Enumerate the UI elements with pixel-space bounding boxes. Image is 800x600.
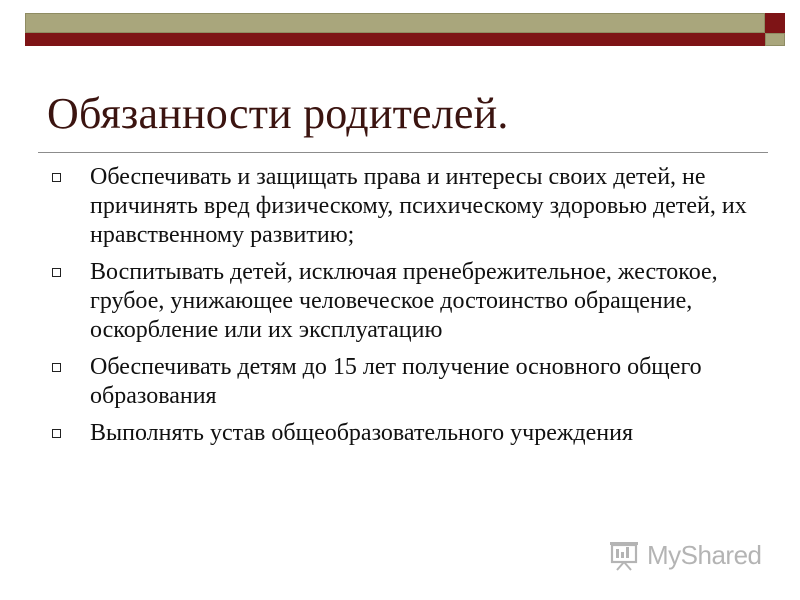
bullet-text: Воспитывать детей, исключая пренебрежительное, жестокое, грубое, унижающее человеческое достоинство обращение, оскорбление или их эксплуатацию <box>90 259 718 343</box>
top-decor-bar-red <box>25 33 765 46</box>
bullet-item <box>52 419 772 448</box>
bullet-item <box>52 258 772 345</box>
slide-title: Обязанности родителей. <box>47 89 509 138</box>
square-bullet-icon <box>52 363 61 372</box>
title-divider <box>38 152 768 153</box>
bullet-text: Выполнять устав общеобразовательного учреждения <box>90 420 634 446</box>
bullet-text: Обеспечивать детям до 15 лет получение основного общего образования <box>90 354 702 409</box>
square-bullet-icon <box>52 268 61 277</box>
watermark <box>607 538 762 572</box>
top-decor-bar-olive <box>25 13 765 33</box>
bullet-item <box>52 163 772 250</box>
bullet-list <box>52 163 772 456</box>
projector-screen-icon <box>607 538 641 572</box>
bullet-item <box>52 353 772 411</box>
corner-decor-olive <box>765 33 785 46</box>
watermark-text: MyShared <box>647 539 762 570</box>
corner-decor-red <box>765 13 785 33</box>
bullet-text: Обеспечивать и защищать права и интересы своих детей, не причинять вред физическому, психическому здоровью детей, их нравственному развитию; <box>90 164 747 248</box>
square-bullet-icon <box>52 173 61 182</box>
square-bullet-icon <box>52 429 61 438</box>
